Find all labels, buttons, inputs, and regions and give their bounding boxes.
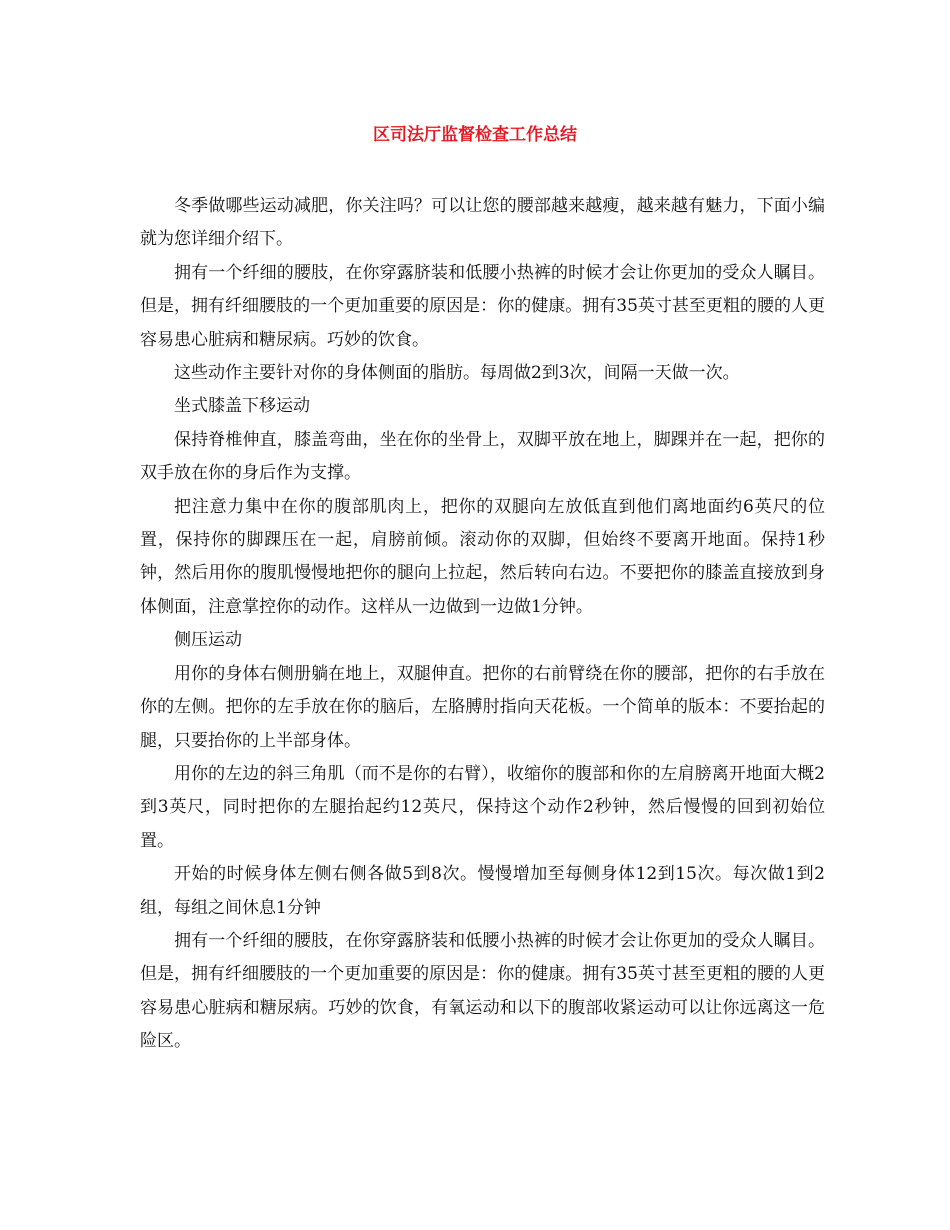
paragraph: 用你的身体右侧册躺在地上，双腿伸直。把你的右前臂绕在你的腰部，把你的右手放在你的左侧。把你的左手放在你的脑后，左胳膊肘指向天花板。一个简单的版本：不要抬起的腿，只要抬你的上半部身体。 xyxy=(140,663,825,751)
paragraph: 用你的左边的斜三角肌（而不是你的右臂），收缩你的腹部和你的左肩膀离开地面大概2到3英尺，同时把你的左腿抬起约12英尺，保持这个动作2秒钟，然后慢慢的回到初始位置。 xyxy=(140,763,825,851)
document-title: 区司法厅监督检查工作总结 xyxy=(373,125,577,145)
paragraph: 保持脊椎伸直，膝盖弯曲，坐在你的坐骨上，双脚平放在地上，脚踝并在一起，把你的双手放在你的身后作为支撑。 xyxy=(140,429,825,484)
document-body xyxy=(140,190,825,1059)
paragraph: 拥有一个纤细的腰肢，在你穿露脐装和低腰小热裤的时候才会让你更加的受众人瞩目。但是，拥有纤细腰肢的一个更加重要的原因是：你的健康。拥有35英寸甚至更粗的腰的人更容易患心脏病和糖尿病。巧妙的饮食。 xyxy=(140,262,825,350)
paragraph: 开始的时候身体左侧右侧各做5到8次。慢慢增加至每侧身体12到15次。每次做1到2组，每组之间休息1分钟 xyxy=(140,864,825,918)
paragraph: 这些动作主要针对你的身体侧面的脂肪。每周做2到3次，间隔一天做一次。 xyxy=(174,363,740,384)
paragraph: 冬季做哪些运动减肥，你关注吗？可以让您的腰部越来越瘦，越来越有魅力，下面小编就为您详细介绍下。 xyxy=(140,196,825,250)
paragraph: 把注意力集中在你的腹部肌肉上，把你的双腿向左放低直到他们离地面约6英尺的位置，保持你的脚踝压在一起，肩膀前倾。滚动你的双脚，但始终不要离开地面。保持1秒钟，然后用你的腹肌慢慢地把你的腿向上拉起，然后转向右边。不要把你的膝盖直接放到身体侧面，注意掌控你的动作。这样从一边做到一边做1分钟。 xyxy=(140,496,825,617)
section-heading: 坐式膝盖下移运动 xyxy=(174,396,310,417)
paragraph: 拥有一个纤细的腰肢，在你穿露脐装和低腰小热裤的时候才会让你更加的受众人瞩目。但是，拥有纤细腰肢的一个更加重要的原因是：你的健康。拥有35英寸甚至更粗的腰的人更容易患心脏病和糖尿病。巧妙的饮食，有氧运动和以下的腹部收紧运动可以让你远离这一危险区。 xyxy=(140,930,825,1052)
section-heading: 侧压运动 xyxy=(174,630,242,651)
